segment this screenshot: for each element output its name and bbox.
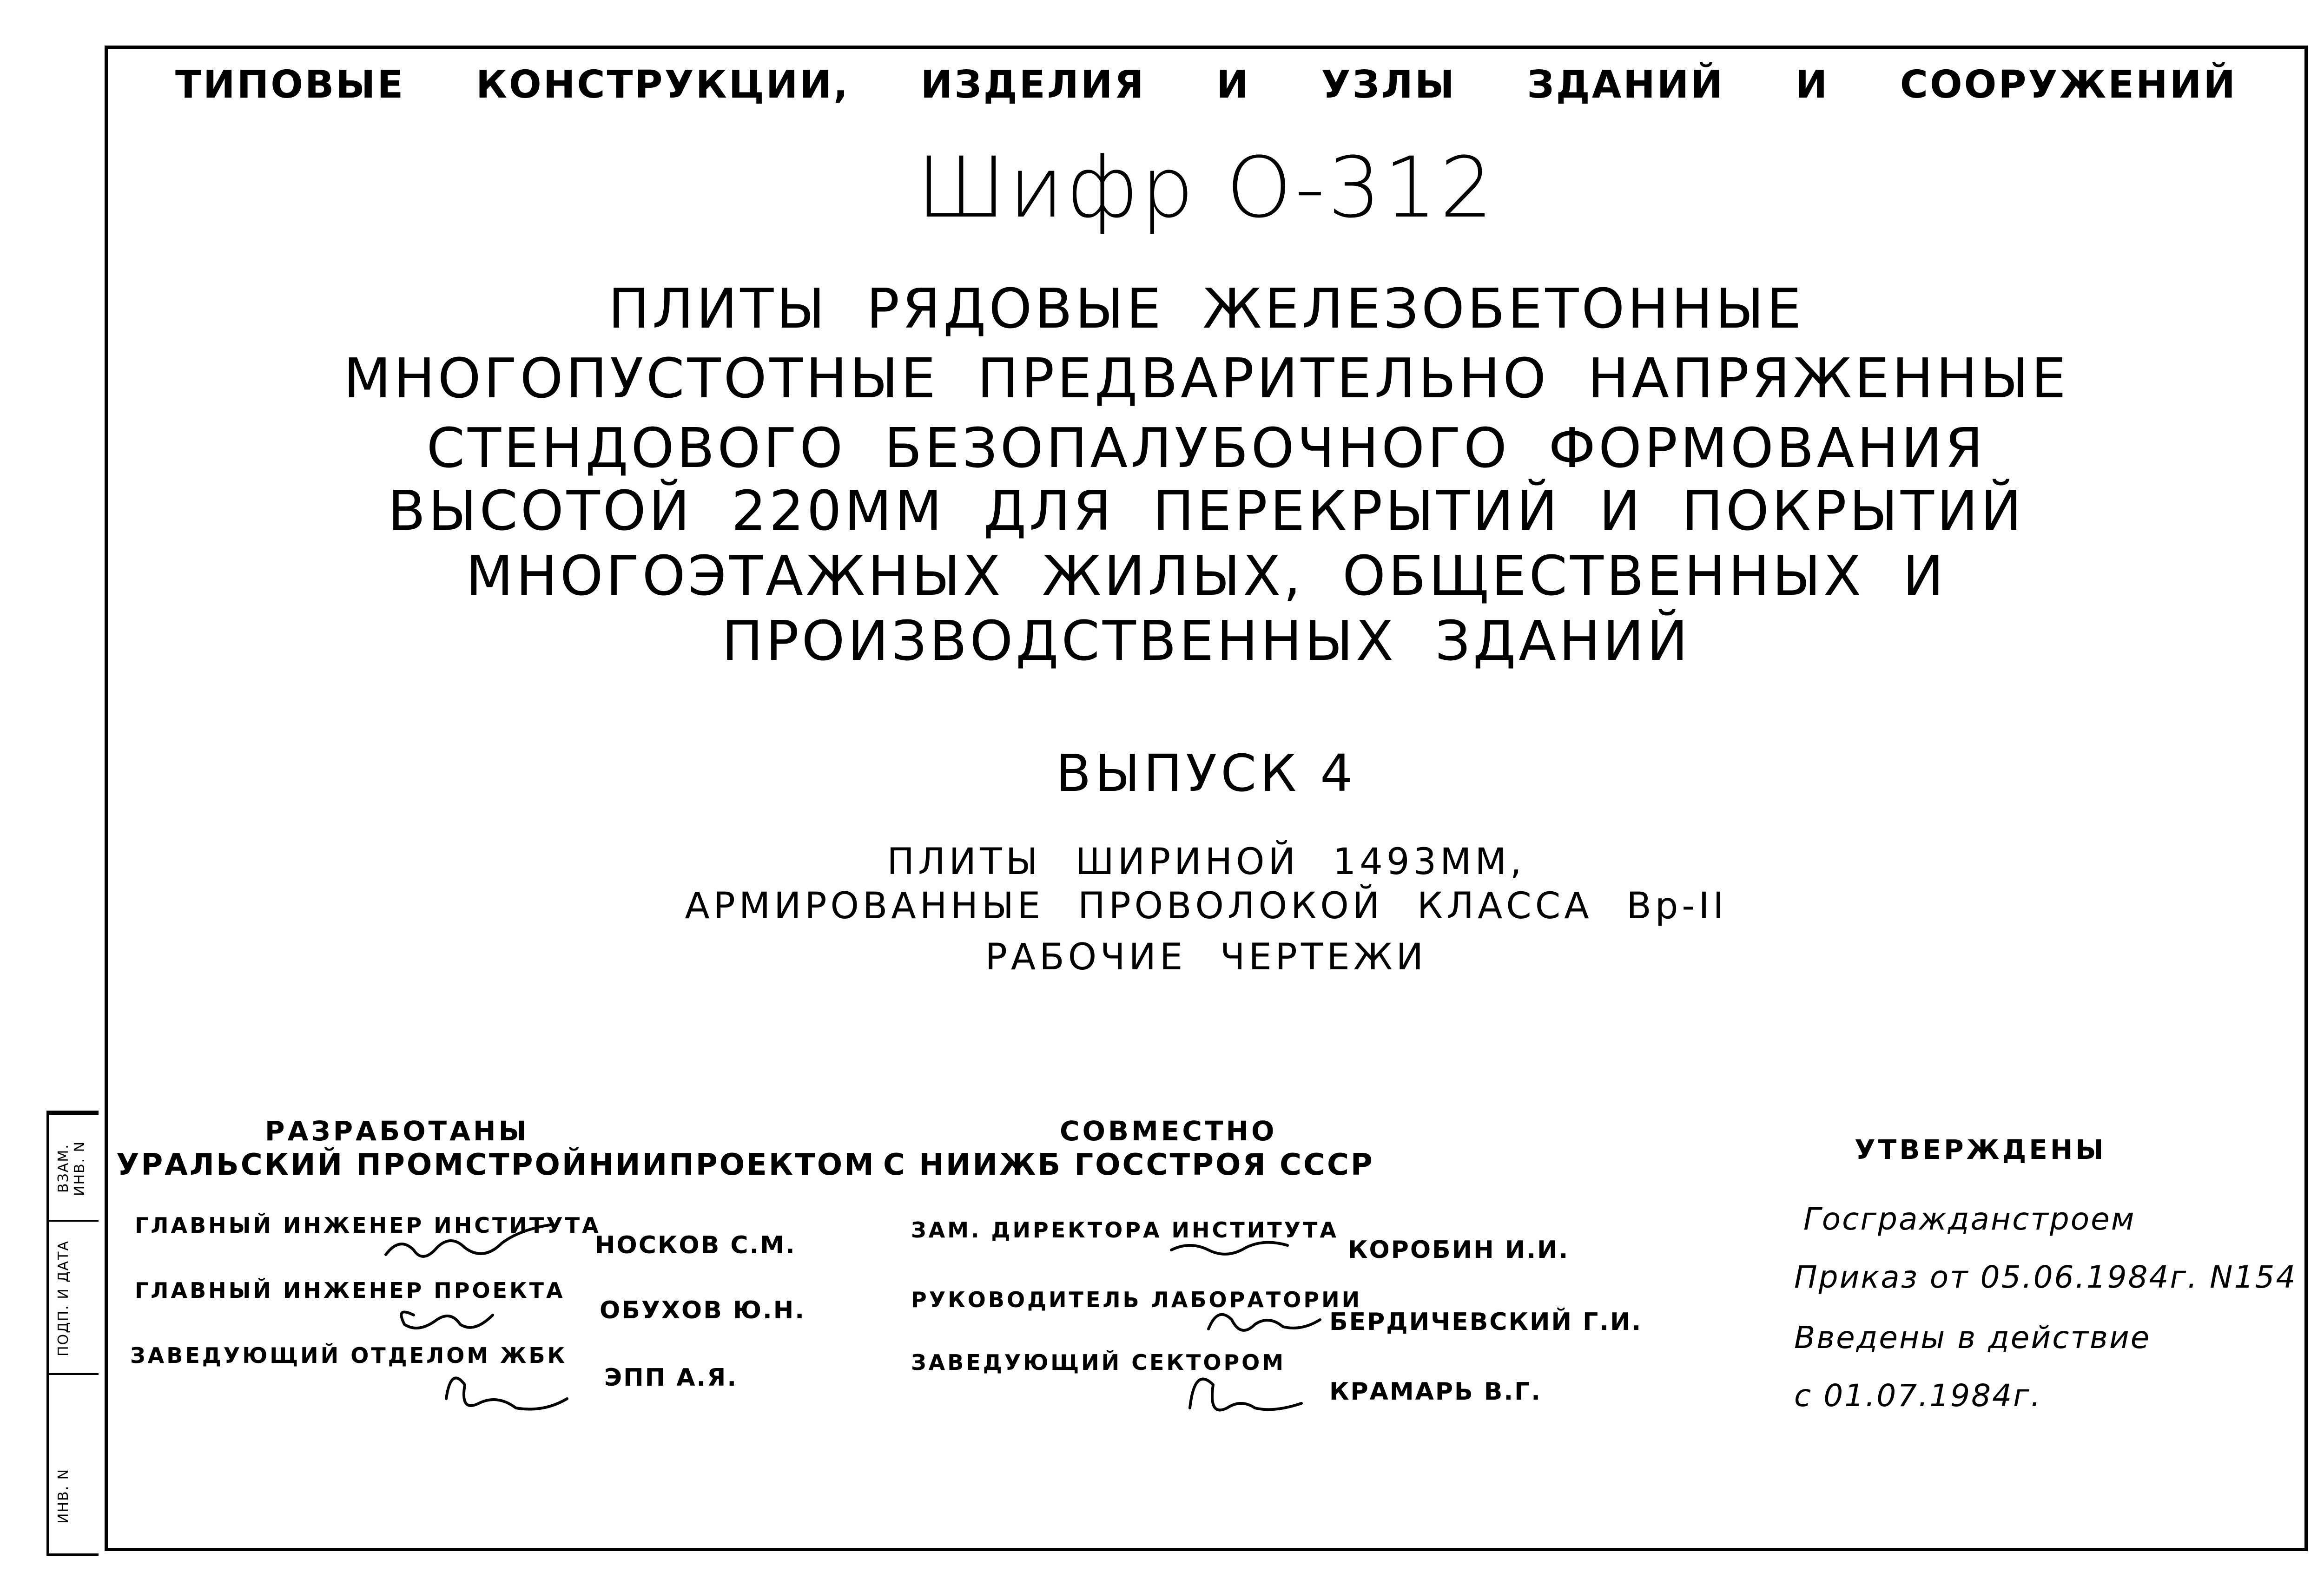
title-line: МНОГОПУСТОТНЫЕ ПРЕДВАРИТЕЛЬНО НАПРЯЖЕННЫЕ bbox=[343, 346, 2069, 410]
approval-line: Госгражданстроем bbox=[1803, 1201, 2136, 1237]
stamp-label: ВЗАМ. ИНВ. N bbox=[55, 1140, 88, 1196]
stamp-label: ИНВ. N bbox=[55, 1468, 72, 1524]
signature-berdichevsky bbox=[1208, 1315, 1320, 1330]
position-label: ЗАВЕДУЮЩИЙ СЕКТОРОМ bbox=[911, 1350, 1286, 1375]
signature-korobin bbox=[1171, 1243, 1287, 1254]
subtitle-line: РАБОЧИЕ ЧЕРТЕЖИ bbox=[985, 936, 1427, 978]
document-code: Шифр О-312 bbox=[916, 139, 1496, 237]
jointly-org: С НИИЖБ ГОССТРОЯ СССР bbox=[883, 1148, 1374, 1182]
approval-line: Приказ от 05.06.1984г. N154 bbox=[1794, 1259, 2297, 1295]
approval-line: Введены в действие bbox=[1794, 1320, 2151, 1355]
position-label: РУКОВОДИТЕЛЬ ЛАБОРАТОРИИ bbox=[911, 1287, 1362, 1312]
position-label: ЗАВЕДУЮЩИЙ ОТДЕЛОМ ЖБК bbox=[130, 1343, 568, 1368]
developed-heading: РАЗРАБОТАНЫ bbox=[265, 1115, 529, 1147]
person-name: ЭПП А.Я. bbox=[604, 1364, 738, 1392]
approval-line: с 01.07.1984г. bbox=[1794, 1378, 2042, 1414]
person-name: ОБУХОВ Ю.Н. bbox=[600, 1296, 806, 1324]
title-line: ПЛИТЫ РЯДОВЫЕ ЖЕЛЕЗОБЕТОННЫЕ bbox=[608, 276, 1804, 341]
subtitle-line: АРМИРОВАННЫЕ ПРОВОЛОКОЙ КЛАССА Вр-II bbox=[685, 885, 1728, 927]
title-line: СТЕНДОВОГО БЕЗОПАЛУБОЧНОГО ФОРМОВАНИЯ bbox=[426, 416, 1986, 480]
developed-org: УРАЛЬСКИЙ ПРОМСТРОЙНИИПРОЕКТОМ bbox=[116, 1148, 876, 1182]
signature-obukhov bbox=[401, 1312, 493, 1328]
title-line: МНОГОЭТАЖНЫХ ЖИЛЫХ, ОБЩЕСТВЕННЫХ И bbox=[466, 544, 1947, 608]
person-name: КОРОБИН И.И. bbox=[1348, 1236, 1570, 1264]
issue-number: ВЫПУСК 4 bbox=[1056, 743, 1357, 803]
position-label: ГЛАВНЫЙ ИНЖЕНЕР ПРОЕКТА bbox=[135, 1278, 565, 1303]
person-name: КРАМАРЬ В.Г. bbox=[1329, 1378, 1542, 1406]
title-line: ВЫСОТОЙ 220ММ ДЛЯ ПЕРЕКРЫТИЙ И ПОКРЫТИЙ bbox=[388, 479, 2025, 543]
signature-kramar bbox=[1190, 1379, 1301, 1410]
series-heading: ТИПОВЫЕ КОНСТРУКЦИИ, ИЗДЕЛИЯ И УЗЛЫ ЗДАНИЙ И СООРУЖЕНИЙ bbox=[175, 63, 2237, 107]
position-label: ЗАМ. ДИРЕКТОРА ИНСТИТУТА bbox=[911, 1217, 1339, 1243]
title-line: ПРОИЗВОДСТВЕННЫХ ЗДАНИЙ bbox=[721, 609, 1691, 673]
signature-nosov bbox=[386, 1224, 553, 1256]
person-name: НОСКОВ С.М. bbox=[595, 1231, 796, 1259]
person-name: БЕРДИЧЕВСКИЙ Г.И. bbox=[1329, 1308, 1643, 1336]
signature-epp bbox=[446, 1378, 567, 1409]
subtitle-line: ПЛИТЫ ШИРИНОЙ 1493ММ, bbox=[887, 841, 1525, 883]
jointly-heading: СОВМЕСТНО bbox=[1060, 1115, 1277, 1147]
approved-heading: УТВЕРЖДЕНЫ bbox=[1855, 1134, 2106, 1165]
stamp-label: ПОДП. И ДАТА bbox=[55, 1240, 72, 1357]
position-label: ГЛАВНЫЙ ИНЖЕНЕР ИНСТИТУТА bbox=[135, 1213, 601, 1238]
